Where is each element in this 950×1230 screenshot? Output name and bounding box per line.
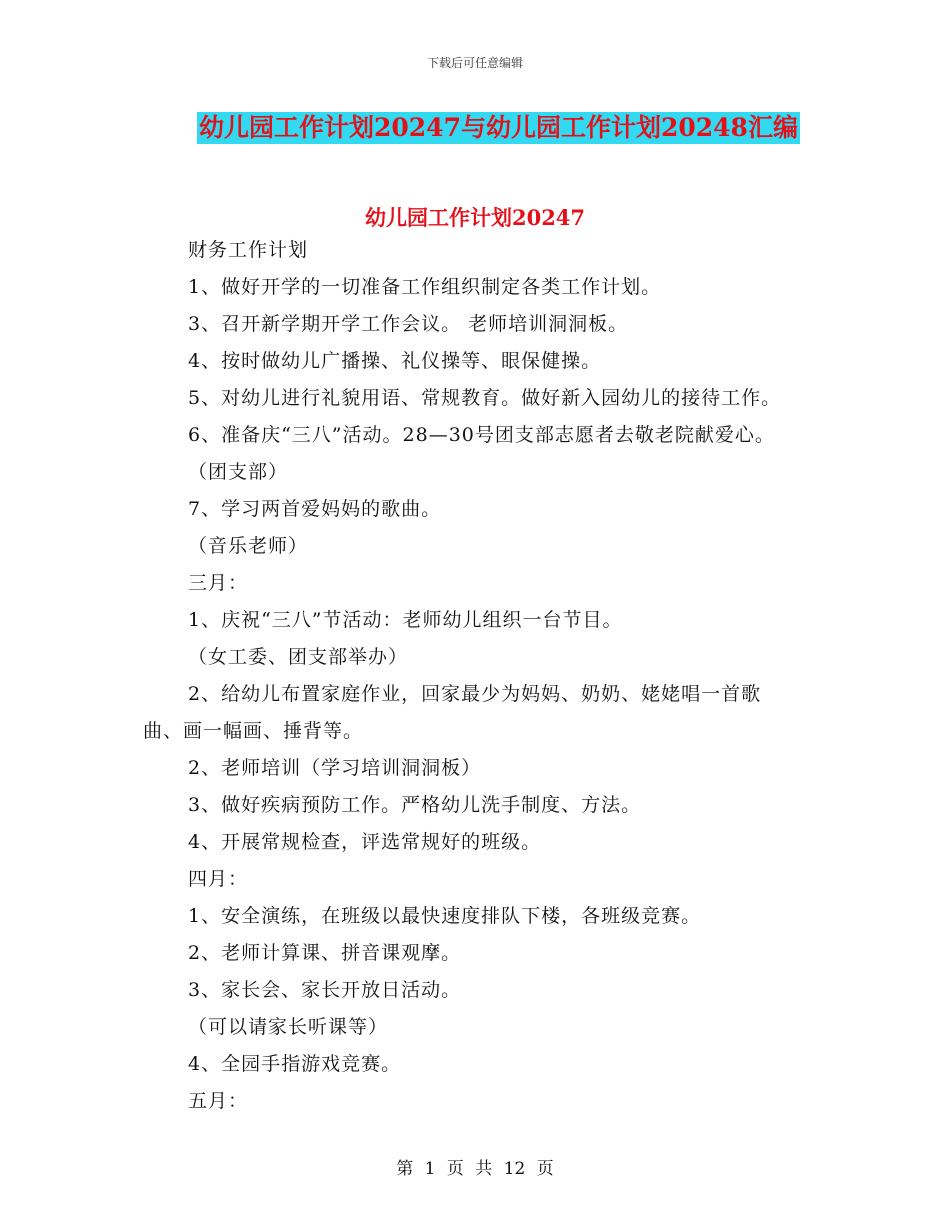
paragraph-line: （音乐老师） — [188, 535, 309, 557]
paragraph-line: （女工委、团支部举办） — [188, 646, 409, 668]
paragraph-line: 财务工作计划 — [188, 239, 309, 261]
paragraph-line: 4、全园手指游戏竞赛。 — [188, 1053, 402, 1075]
paragraph-line: 四月： — [188, 868, 249, 890]
header-note: 下载后可任意编辑 — [426, 56, 523, 70]
paragraph-line: 1、庆祝“三八”节活动：老师幼儿组织一台节目。 — [188, 609, 623, 631]
paragraph-line: 4、按时做幼儿广播操、礼仪操等、眼保健操。 — [188, 350, 602, 372]
paragraph-line-continued: 曲、画一幅画、捶背等。 — [143, 720, 364, 742]
document-title: 幼儿园工作计划20247与幼儿园工作计划20248汇编 — [199, 113, 798, 142]
paragraph-line: 3、召开新学期开学工作会议。 老师培训洞洞板。 — [188, 313, 629, 335]
paragraph-line: 7、学习两首爱妈妈的歌曲。 — [188, 498, 442, 520]
paragraph-line: （可以请家长听课等） — [188, 1016, 389, 1038]
paragraph-line: 三月： — [188, 572, 249, 594]
paragraph-line: 五月： — [188, 1090, 249, 1112]
paragraph-line: 2、老师计算课、拼音课观摩。 — [188, 942, 462, 964]
document-body — [143, 232, 823, 1120]
paragraph-line: 4、开展常规检查，评选常规好的班级。 — [188, 831, 542, 853]
paragraph-line: 2、老师培训（学习培训洞洞板） — [188, 757, 482, 779]
page-number: 第 1 页 共 12 页 — [396, 1159, 554, 1179]
paragraph-line: 2、给幼儿布置家庭作业，回家最少为妈妈、奶奶、姥姥唱一首歌 — [188, 683, 762, 705]
paragraph-line: （团支部） — [188, 461, 289, 483]
paragraph-line: 1、做好开学的一切准备工作组织制定各类工作计划。 — [188, 276, 662, 298]
paragraph-line: 3、家长会、家长开放日活动。 — [188, 979, 462, 1001]
paragraph-line: 5、对幼儿进行礼貌用语、常规教育。做好新入园幼儿的接待工作。 — [188, 387, 782, 409]
paragraph-line: 1、安全演练，在班级以最快速度排队下楼，各班级竞赛。 — [188, 905, 702, 927]
paragraph-line: 3、做好疾病预防工作。严格幼儿洗手制度、方法。 — [188, 794, 642, 816]
paragraph-line: 6、准备庆“三八”活动。28—30号团支部志愿者去敬老院献爱心。 — [188, 424, 775, 446]
section-title: 幼儿园工作计划20247 — [364, 205, 586, 230]
